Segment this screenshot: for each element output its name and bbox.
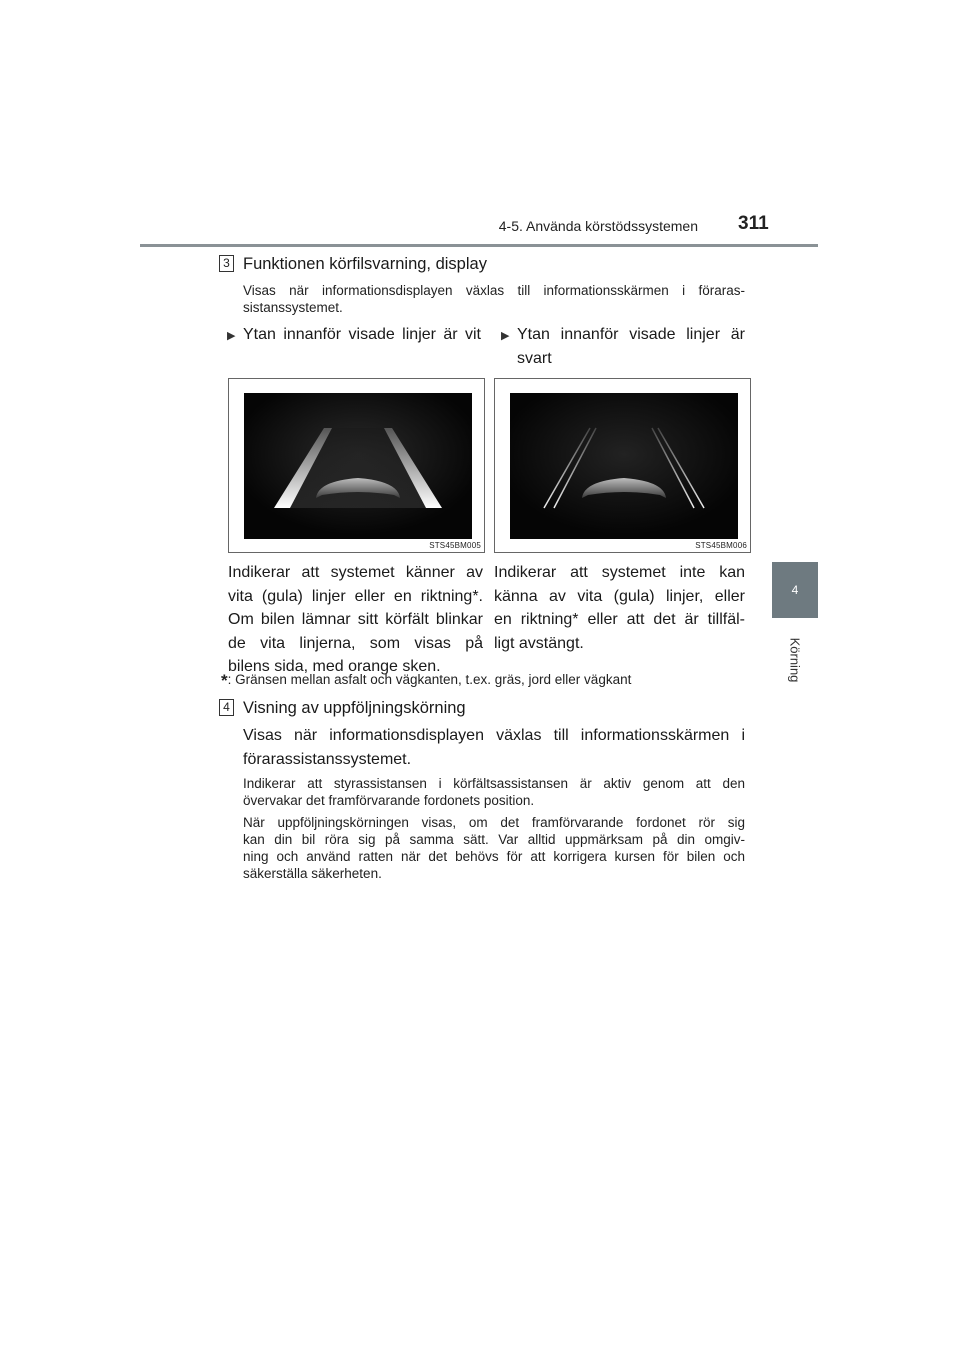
footnote: [221, 671, 631, 691]
para-line: ning och använd ratten när det behövs för att korrigera kursen för bilen och: [243, 849, 745, 864]
body-line: Visas när informationsdisplayen växlas till informationsskärmen i: [243, 727, 745, 744]
caption-line: Indikerar att systemet känner av: [228, 564, 483, 581]
right-display-figure: [494, 378, 751, 553]
page-number: 311: [738, 213, 769, 234]
body-line: förarassistanssystemet.: [243, 750, 412, 768]
caption-line: ligt avstängt.: [494, 634, 584, 652]
chapter-label: [770, 620, 820, 700]
left-caption: [228, 561, 483, 679]
para-line: Indikerar att styrassistansen i körfältsassistansen är aktiv genom att den: [243, 776, 745, 791]
caption-line: Indikerar att systemet inte kan: [494, 564, 745, 581]
para-line: övervakar det framförvarande fordonets position.: [243, 793, 535, 808]
triangle-right-icon: ▶: [501, 330, 510, 342]
item3-desc-line1: Visas när informationsdisplayen växlas till informationsskärmen i föraras-: [243, 283, 745, 298]
left-display-figure: [228, 378, 485, 553]
caption-line: känna av vita (gula) linjer, eller: [494, 587, 745, 605]
item4-body: [243, 724, 745, 771]
right-caption: [494, 561, 745, 655]
item4-para2: [243, 814, 745, 882]
item3-desc-line2: sistanssystemet.: [243, 300, 343, 315]
step-number-4: 4: [219, 699, 234, 716]
caption-line: bilens sida, med orange sken.: [228, 658, 441, 675]
para-line: kan din bil röra sig på samma sätt. Var alltid uppmärksam på din omgiv-: [243, 832, 745, 847]
para-line: När uppföljningskörningen visas, om det framförvarande fordonet rör sig: [243, 815, 745, 830]
footnote-mark: *: [221, 671, 228, 690]
footnote-text: : Gränsen mellan asfalt och vägkanten, t.ex. gräs, jord eller vägkant: [227, 672, 632, 687]
item4-para1: [243, 775, 745, 809]
chapter-tab[interactable]: 4: [772, 562, 818, 618]
step-number-3: 3: [219, 255, 234, 272]
right-option-label-line2: svart: [517, 350, 552, 367]
caption-line: de vita linjerna, som visas på: [228, 634, 483, 652]
display-screen-white-lanes: [244, 393, 472, 539]
item4-title: Visning av uppföljningskörning: [243, 699, 466, 717]
caption-line: Om bilen lämnar sitt körfält blinkar: [228, 611, 483, 628]
item3-title: Funktionen körfilsvarning, display: [243, 255, 487, 273]
para-line: säkerställa säkerheten.: [243, 866, 382, 881]
display-screen-black-lanes: [510, 393, 738, 539]
caption-line: en riktning* eller att det är tillfäl-: [494, 611, 745, 628]
header-rule: [140, 244, 818, 247]
left-option-label: Ytan innanför visade linjer är vit: [243, 326, 481, 343]
image-code: STS45BM005: [429, 541, 481, 550]
caption-line: vita (gula) linjer eller en riktning*.: [228, 587, 483, 605]
triangle-right-icon: ▶: [227, 330, 236, 342]
section-title: 4-5. Använda körstödssystemen: [498, 218, 698, 234]
right-option-label-line1: Ytan innanför visade linjer är: [517, 326, 745, 343]
chapter-label-text: Körning: [787, 637, 803, 683]
image-code: STS45BM006: [695, 541, 747, 550]
